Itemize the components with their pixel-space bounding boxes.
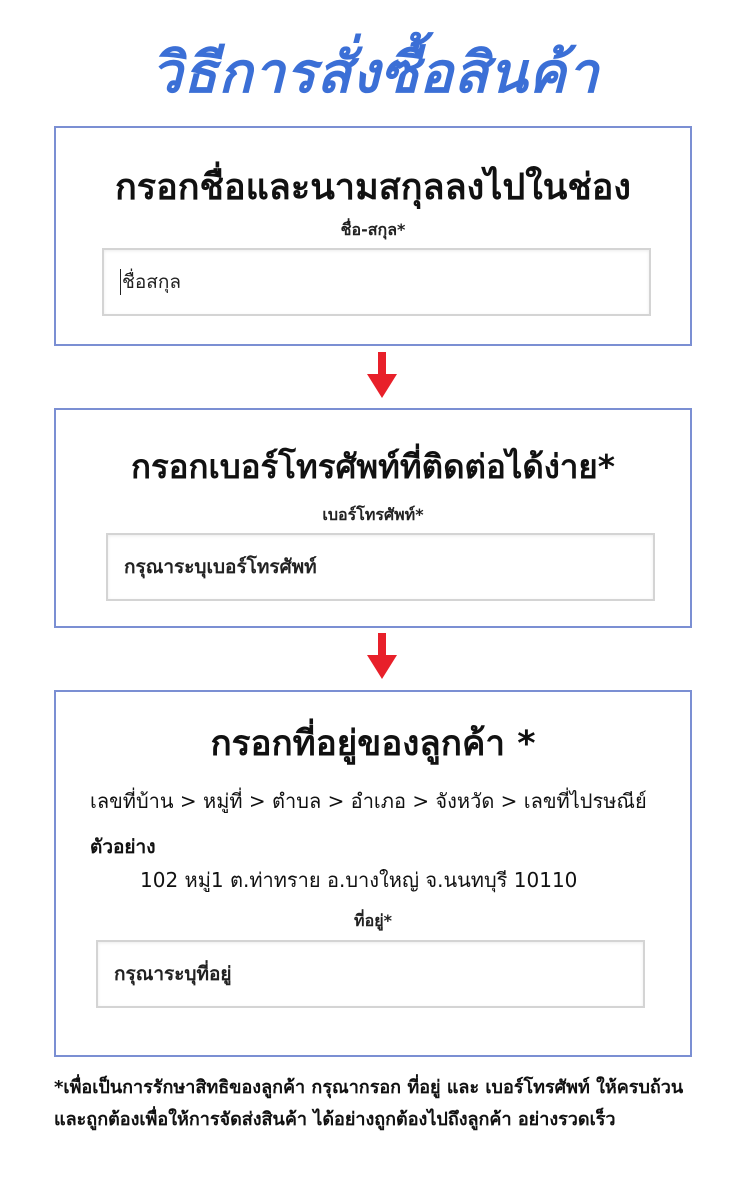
- page-title: วิธีการสั่งซื้อสินค้า: [150, 41, 600, 106]
- example-label: ตัวอย่าง: [90, 836, 156, 858]
- phone-step-card: [54, 408, 692, 628]
- name-step-heading: กรอกชื่อและนามสกุลลงไปในช่อง: [114, 167, 631, 208]
- address-input-placeholder: กรุณาระบุที่อยู่: [114, 963, 232, 985]
- address-step-card: [54, 690, 692, 1057]
- phone-field-label: เบอร์โทรศัพท์*: [322, 505, 424, 524]
- phone-input[interactable]: [106, 533, 655, 601]
- name-field-label: ชื่อ-สกุล*: [340, 220, 406, 239]
- text-caret: [120, 269, 121, 295]
- name-step-card: [54, 126, 692, 346]
- down-arrow-icon: [365, 352, 399, 400]
- privacy-footnote: *เพื่อเป็นการรักษาสิทธิของลูกค้า กรุณากรอก ที่อยู่ และ เบอร์โทรศัพท์ ให้ครบถ้วนและถูกต้องเพื่อให้การจัดส่งสินค้า ได้อย่างถูกต้องไปถึงลูกค้า อย่างรวดเร็ว: [54, 1077, 684, 1130]
- address-step-heading: กรอกที่อยู่ของลูกค้า *: [210, 724, 536, 764]
- phone-step-heading: กรอกเบอร์โทรศัพท์ที่ติดต่อได้ง่าย*: [130, 447, 616, 486]
- down-arrow-icon: [365, 633, 399, 681]
- name-input[interactable]: [102, 248, 651, 316]
- address-input[interactable]: [96, 940, 645, 1008]
- name-input-placeholder: ชื่อสกุล: [122, 271, 182, 293]
- example-address: 102 หมู่1 ต.ท่าทราย อ.บางใหญ่ จ.นนทบุรี 10110: [140, 868, 578, 892]
- phone-input-placeholder: กรุณาระบุเบอร์โทรศัพท์: [124, 556, 317, 578]
- address-field-label: ที่อยู่*: [354, 911, 392, 930]
- address-format-text: เลขที่บ้าน > หมู่ที่ > ตำบล > อำเภอ > จังหวัด > เลขที่ไปรษณีย์: [90, 789, 647, 813]
